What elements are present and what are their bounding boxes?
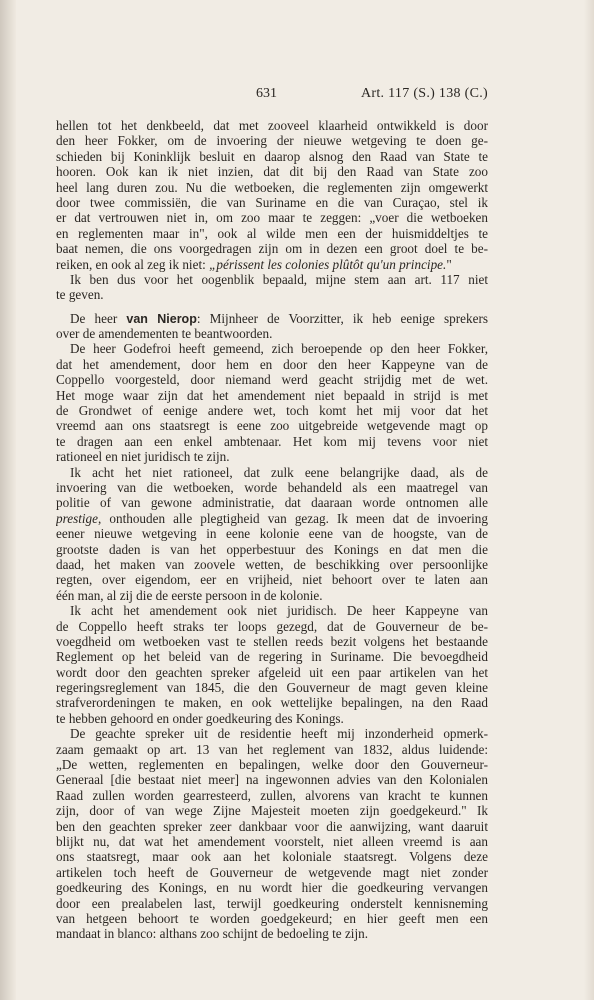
text-line: politie of van gewone administratie, dat daaraan worde ontnomen alle (56, 495, 488, 511)
text-span: , onthouden alle plegtigheid van gezag. Ik meen dat de invoering (98, 510, 488, 526)
text-line: vreemd aan ons staatsregt is eene zoo uitgebreide wetgevende magt op (56, 418, 488, 434)
text-line: schieden bij Koninklijk besluit en daarop alsnog den Raad van State te (56, 148, 488, 164)
text-line: dat het amendement, door hem en door den heer Kappeyne van de (56, 356, 488, 372)
paragraph (56, 603, 488, 726)
text-line: wordt door den geachten spreker afgeleid uit een paar artikelen van het (56, 664, 488, 680)
text-line: artikelen toch heeft de Gouverneur de wetgevende magt niet zonder (56, 864, 488, 880)
text-line: door een prealabelen last, terwijl goedkeuring onderstelt kennisneming (56, 895, 488, 911)
text-line: Ik acht het niet rationeel, dat zulk eene belangrijke daad, als de (70, 464, 488, 480)
text-line: zaam gemaakt op art. 13 van het reglement van 1832, aldus luidende: (56, 741, 488, 757)
text-line: ons staatsregt, maar ook aan het koloniale staatsregt. Volgens deze (56, 849, 488, 865)
paragraph (56, 465, 488, 604)
text-line (56, 511, 488, 526)
text-line: regten, over eigendom, eer en vrijheid, niet behoort over te laten aan (56, 572, 488, 588)
paragraph (56, 341, 488, 464)
text-line: de Coppello heeft straks ter loops gezegd, dat de Gouverneur de be- (56, 618, 488, 634)
text-line: Raad zullen worden gearresteerd, zullen, alvorens van kracht te kunnen (56, 787, 488, 803)
text-line: grootste daden is van het opperbestuur des Konings en dat men die (56, 541, 488, 557)
text-line: Ik acht het amendement ook niet juridisch. De heer Kappeyne van (70, 603, 488, 619)
body-text (56, 118, 488, 942)
running-header (56, 86, 488, 106)
text-line: te geven. (56, 287, 104, 303)
text-line: hooren. Ook kan ik niet inzien, dat dit bij den Raad van State zoo (56, 164, 488, 180)
paragraph (56, 311, 488, 342)
text-line: Generaal [die bestaat niet meer] na ingewonnen advies van den Kolonialen (56, 772, 488, 788)
paragraph (56, 118, 488, 272)
text-line: regeringsreglement van 1845, die den Gouverneur de magt geven kleine (56, 680, 488, 696)
text-line: den heer Fokker, om de invoering der nieuwe wetgeving te doen ge- (56, 133, 488, 149)
paragraph (56, 272, 488, 303)
french-quote: „périssent les colonies plûtôt qu'un principe. (209, 256, 447, 272)
text-line: ben den geachten spreker zeer dankbaar voor die aanwijzing, want daaruit (56, 818, 488, 834)
text-line: Coppello voorgesteld, door niemand werd geacht strijdig met de wet. (56, 372, 488, 388)
text-line: er dat vertrouwen niet in, om zoo maar te zeggen: „voer die wetboeken (56, 210, 488, 226)
page-edge (584, 0, 594, 1000)
text-line: goedkeuring des Konings, en nu wordt hier die goedkeuring vervangen (56, 880, 488, 896)
text-line: Reglement op het beleid van de regering in Suriname. Die bevoegdheid (56, 649, 488, 665)
text-line: hellen tot het denkbeeld, dat met zooveel klaarheid ontwikkeld is door (56, 118, 488, 133)
section-gap (56, 303, 488, 311)
text-span: reiken, en ook al zeg ik niet: (56, 256, 210, 272)
article-reference: Art. 117 (S.) 138 (C.) (360, 86, 488, 101)
text-span: De heer (70, 310, 127, 326)
text-line: baat nemen, die ons voorgedragen zijn om in dezen een groot doel te be- (56, 241, 488, 257)
speaker-name: van Nierop (126, 311, 197, 326)
paragraph (56, 726, 488, 941)
text-line: zijn, door of van wege Zijne Majesteit moeten zijn goedgekeurd." Ik (56, 803, 488, 819)
text-line: te dragen aan een enkel ambtenaar. Het kom mij tevens voor niet (56, 433, 488, 449)
italic-word: prestige (56, 510, 98, 526)
text-line: één man, al zij die de eerste persoon in de kolonie. (56, 587, 323, 603)
text-line: daad, het maken van zoovele wetten, de beschikking over persoonlijke (56, 556, 488, 572)
text-line: eener nieuwe wetgeving in eene kolonie eene van de hoogste, van de (56, 526, 488, 542)
text-line: van hetgeen behoort te worden goedgekeurd; en hier geeft men een (56, 910, 488, 926)
text-line: en reglementen maar in", ook al wilde men een der huismiddeltjes te (56, 225, 488, 241)
text-line: te hebben gehoord en onder goedkeuring des Konings. (56, 710, 344, 726)
text-line (56, 257, 488, 272)
text-line (56, 311, 488, 326)
text-line: Ik ben dus voor het oogenblik bepaald, mijne stem aan art. 117 niet (70, 271, 488, 287)
text-line: rationeel en niet juridisch te zijn. (56, 449, 230, 465)
page-spine-shadow (0, 0, 16, 1000)
page-number: 631 (256, 86, 277, 101)
text-line: de Grondwet of eenige andere wet, toch komt het mij voor dat het (56, 403, 488, 419)
text-span: " (446, 256, 452, 272)
text-line: heel lang duren zou. Nu die wetboeken, die reglementen zijn omgewerkt (56, 179, 488, 195)
text-line: Het moge waar zijn dat het amendement niet bepaald in strijd is met (56, 387, 488, 403)
text-line: strafverordeningen te maken, en ook wettelijke bepalingen, na den Raad (56, 695, 488, 711)
text-line: invoering van die wetboeken, worde behandeld als een maatregel van (56, 479, 488, 495)
text-line: over de amendementen te beantwoorden. (56, 326, 273, 342)
text-span: : Mijnheer de Voorzitter, ik heb eenige sprekers (196, 310, 488, 326)
text-line: „De wetten, reglementen en bepalingen, welke door den Gouverneur- (56, 757, 488, 773)
text-line: mandaat in blanco: althans zoo schijnt de bedoeling te zijn. (56, 926, 369, 942)
text-line: voegdheid om wetboeken vast te stellen reeds bezit volgens het bestaande (56, 633, 488, 649)
text-line: De geachte spreker uit de residentie heeft mij inzonderheid opmerk- (70, 726, 488, 742)
text-line: door twee commissiën, die van Suriname en die van Curaçao, stel ik (56, 194, 488, 210)
text-line: De heer Godefroi heeft gemeend, zich beroepende op den heer Fokker, (70, 341, 488, 357)
text-line: blijkt nu, dat wat het amendement voorstelt, niet alleen vreemd is aan (56, 833, 488, 849)
